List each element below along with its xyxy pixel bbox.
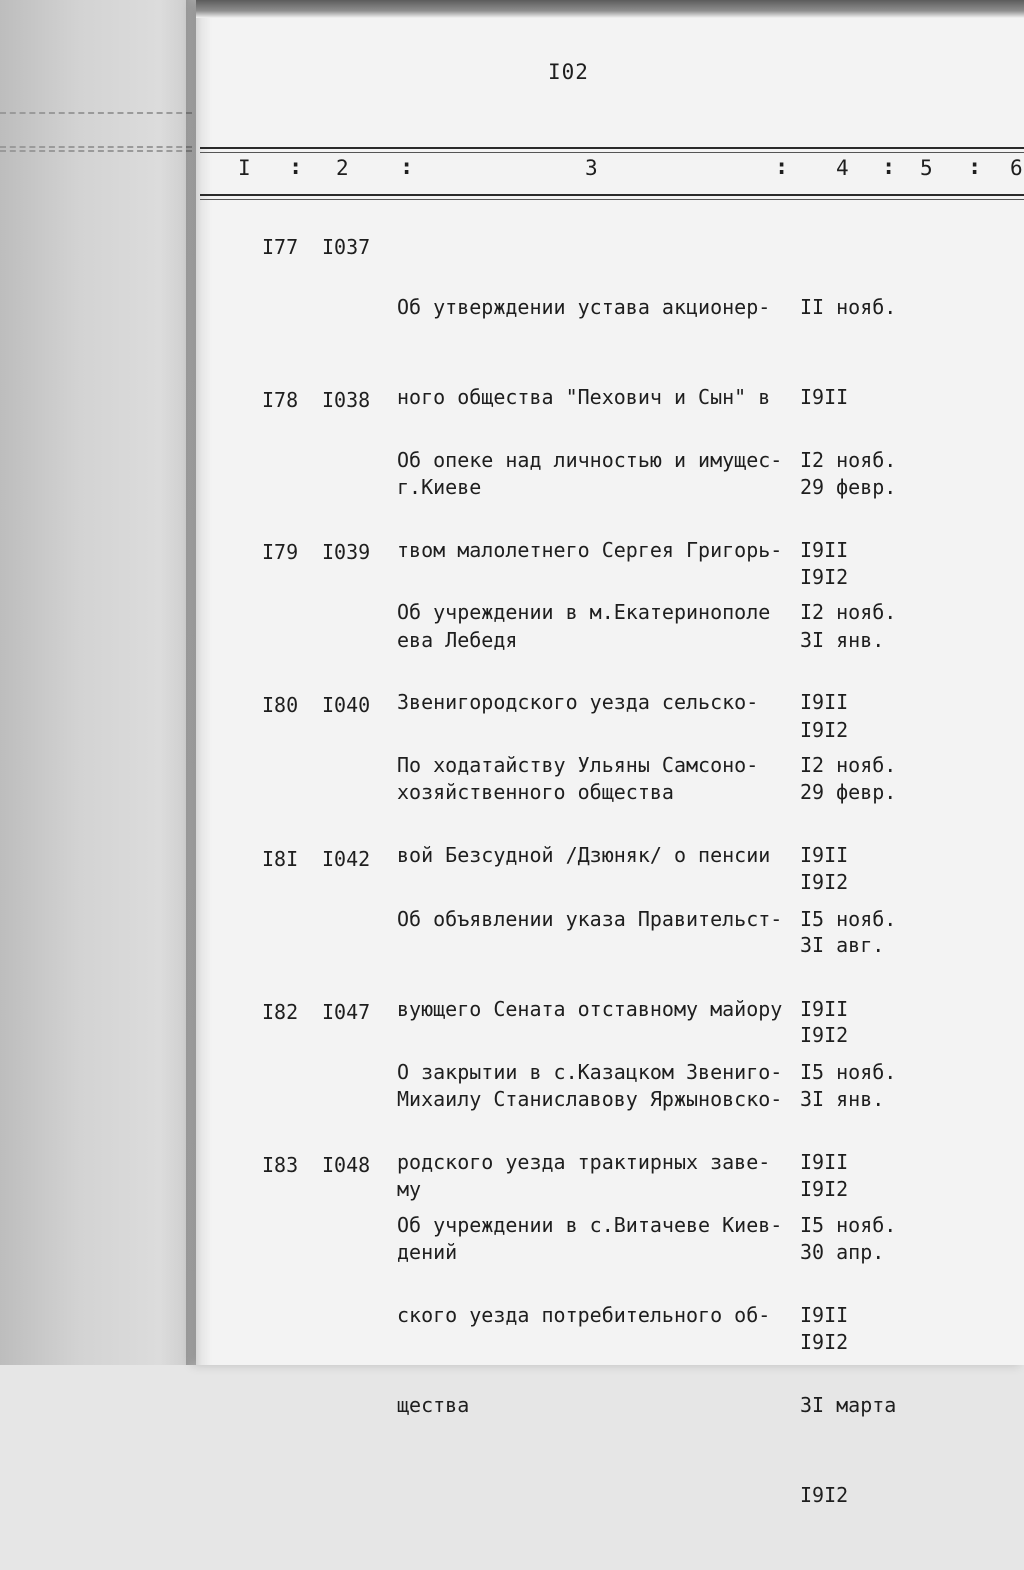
title-line: вующего Сената отставному майору xyxy=(397,997,783,1021)
title-line: Об объявлении указа Правительст- xyxy=(397,907,783,931)
file-number: I040 xyxy=(322,693,371,717)
title-line: Об опеке над личностью и имущес- xyxy=(397,448,783,472)
date-line: I9II xyxy=(800,385,849,409)
header-rule-top xyxy=(200,147,1024,149)
file-number: I042 xyxy=(322,847,371,871)
date-line: I9II xyxy=(800,538,849,562)
file-number: I038 xyxy=(322,388,371,412)
title-line: щества xyxy=(397,1393,470,1417)
date-line: 30 апр. xyxy=(800,1240,885,1264)
entry-number: I82 xyxy=(262,1000,299,1024)
header-col-6: 6 xyxy=(1010,156,1023,180)
title-line: хозяйственного общества xyxy=(397,780,674,804)
date-line: 3I янв. xyxy=(800,1087,885,1111)
top-edge-shadow xyxy=(196,0,1024,18)
title-line: вой Безсудной /Дзюняк/ о пенсии xyxy=(397,843,771,867)
header-col-1: I xyxy=(238,156,251,180)
title-line: родского уезда трактирных заве- xyxy=(397,1150,771,1174)
title-line: му xyxy=(397,1177,422,1201)
title-line: г.Киеве xyxy=(397,475,482,499)
date-line: 29 февр. xyxy=(800,475,897,499)
title-line: Об учреждении в м.Екатеринополе xyxy=(397,600,771,624)
page-number: I02 xyxy=(548,60,589,84)
date-line: I9I2 xyxy=(800,1023,849,1047)
entry-number: I79 xyxy=(262,540,299,564)
header-separator: : xyxy=(775,155,789,180)
date-line: I9I2 xyxy=(800,1177,849,1201)
entry-dates xyxy=(800,1150,896,1570)
entry-number: I77 xyxy=(262,235,299,259)
file-number: I047 xyxy=(322,1000,371,1024)
file-number: I048 xyxy=(322,1153,371,1177)
date-line: I5 нояб. xyxy=(800,907,897,931)
header-separator: : xyxy=(400,155,414,180)
header-col-3: 3 xyxy=(585,156,598,180)
date-line: I9I2 xyxy=(800,870,849,894)
date-line: 3I янв. xyxy=(800,628,885,652)
date-line: I2 нояб. xyxy=(800,753,897,777)
title-line: дений xyxy=(397,1240,458,1264)
entry-title xyxy=(397,1150,782,1480)
date-line: 29 февр. xyxy=(800,780,897,804)
date-line: I9II xyxy=(800,690,849,714)
date-line: I9II xyxy=(800,1303,849,1327)
title-line: Звенигородского уезда сельско- xyxy=(397,690,759,714)
list-item xyxy=(0,1150,1024,1507)
title-line: ного общества "Пехович и Сын" в xyxy=(397,385,771,409)
date-line: I5 нояб. xyxy=(800,1213,897,1237)
title-line: твом малолетнего Сергея Григорь- xyxy=(397,538,783,562)
entry-number: I83 xyxy=(262,1153,299,1177)
date-line: 3I авг. xyxy=(800,933,885,957)
title-line: Об учреждении в с.Витачеве Киев- xyxy=(397,1213,783,1237)
date-line: I9II xyxy=(800,1150,849,1174)
title-line: О закрытии в с.Казацком Звениго- xyxy=(397,1060,783,1084)
date-line: 3I марта xyxy=(800,1393,897,1417)
date-line: I5 нояб. xyxy=(800,1060,897,1084)
date-line: I2 нояб. xyxy=(800,600,897,624)
entry-number: I80 xyxy=(262,693,299,717)
title-line: ева Лебедя xyxy=(397,628,518,652)
title-line: Об утверждении устава акционер- xyxy=(397,295,771,319)
date-line: I9I2 xyxy=(800,718,849,742)
previous-page-rule xyxy=(0,150,192,152)
title-line: По ходатайству Ульяны Самсоно- xyxy=(397,753,759,777)
previous-page-rule xyxy=(0,112,192,114)
file-number: I039 xyxy=(322,540,371,564)
header-col-4: 4 xyxy=(836,156,849,180)
header-col-2: 2 xyxy=(336,156,349,180)
entry-number: I8I xyxy=(262,847,299,871)
date-line: I9I2 xyxy=(800,1483,849,1507)
title-line: Михаилу Станиславову Яржыновско- xyxy=(397,1087,783,1111)
header-separator: : xyxy=(882,155,896,180)
date-line: I9I2 xyxy=(800,1330,849,1354)
date-line: II нояб. xyxy=(800,295,897,319)
entry-number: I78 xyxy=(262,388,299,412)
header-separator: : xyxy=(289,155,303,180)
previous-page-rule xyxy=(0,146,192,148)
date-line: I2 нояб. xyxy=(800,448,897,472)
date-line: I9II xyxy=(800,997,849,1021)
header-rule-bottom xyxy=(200,194,1024,196)
title-line: ского уезда потребительного об- xyxy=(397,1303,771,1327)
date-line: I9II xyxy=(800,843,849,867)
header-rule-bottom-thin xyxy=(200,199,1024,200)
header-separator: : xyxy=(968,155,982,180)
header-rule-top-thin xyxy=(200,152,1024,153)
header-col-5: 5 xyxy=(920,156,933,180)
file-number: I037 xyxy=(322,235,371,259)
date-line: I9I2 xyxy=(800,565,849,589)
